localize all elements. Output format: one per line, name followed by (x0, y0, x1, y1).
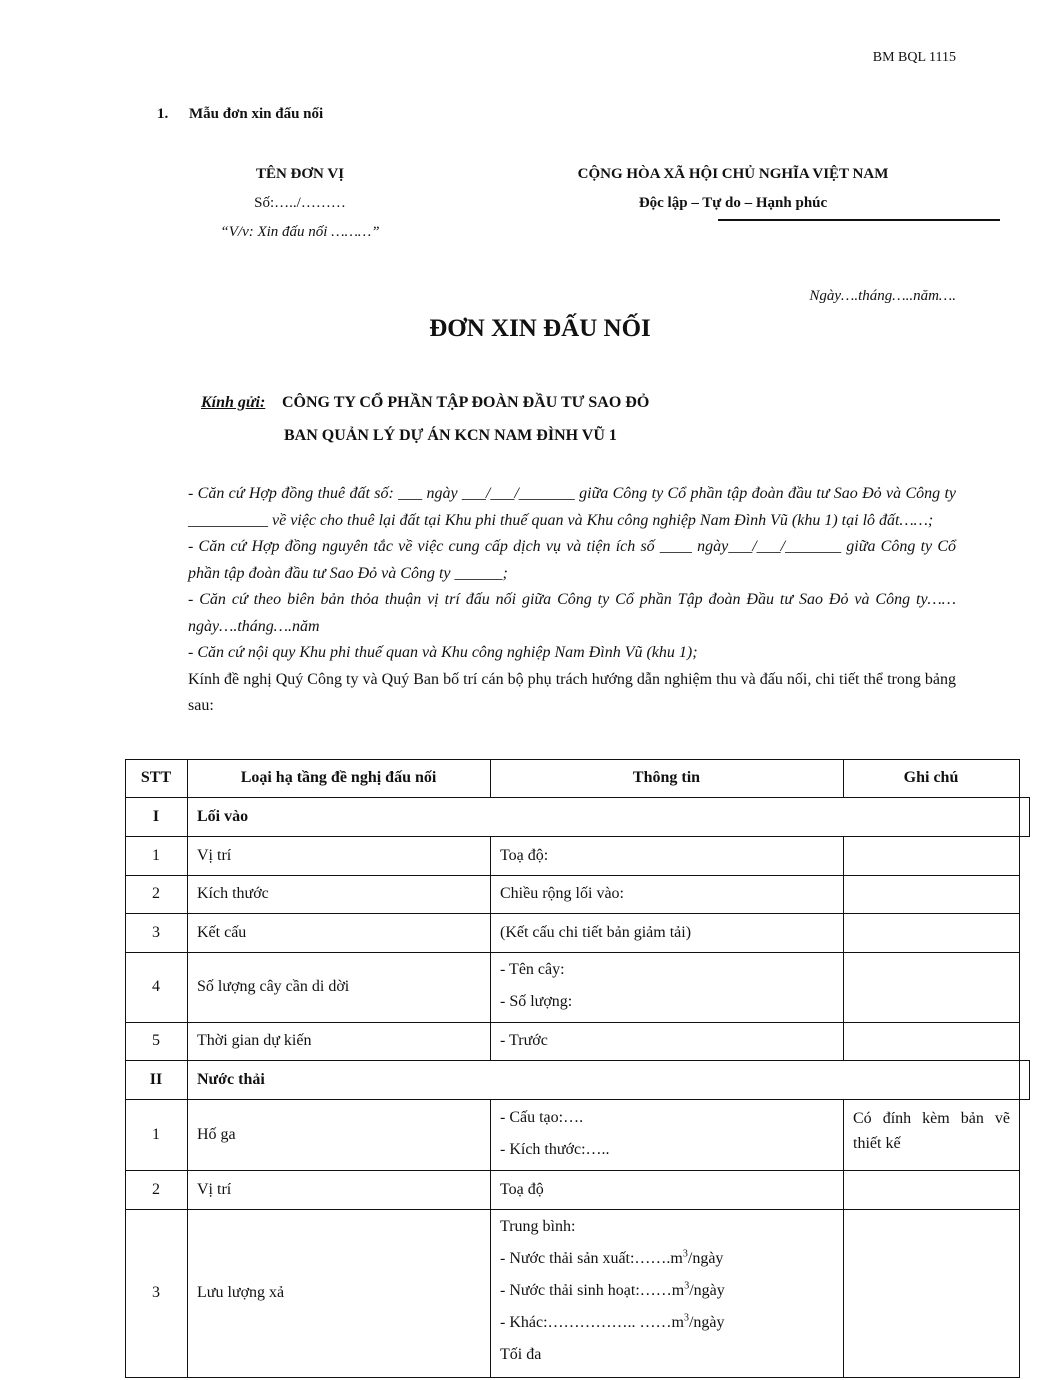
row-info: Toạ độ (500, 1180, 544, 1198)
unit-suffix: /ngày (687, 1250, 724, 1267)
info-line (500, 1307, 725, 1339)
row-stt: 2 (152, 885, 160, 902)
info-line (500, 1275, 725, 1307)
table-line (1029, 797, 1030, 836)
info-line: - Tên cây: (500, 961, 565, 978)
group-stt: I (152, 807, 160, 825)
group-name-entrance: Lối vào (197, 807, 249, 825)
header-stt: STT (140, 769, 172, 786)
row-stt: 5 (152, 1032, 160, 1049)
info-text: - Khác:…………….. ……m (500, 1314, 684, 1331)
row-stt: 4 (152, 978, 160, 995)
row-info: (Kết cấu chi tiết bản giảm tải) (500, 923, 692, 941)
row-info: Chiều rộng lối vào: (500, 885, 624, 902)
row-stt: 3 (152, 1284, 160, 1301)
table-line (843, 836, 844, 1060)
form-code: BM BQL 1115 (872, 50, 956, 65)
paragraph-connection-agreement: - Căn cứ theo biên bản thỏa thuận vị trí đấu nối giữa Công ty Cổ phần Tập đoàn Đầu tư Sao Đỏ và Công ty…… ngày….tháng….năm (188, 591, 956, 635)
table-line (490, 1099, 491, 1378)
row-info: Toạ độ: (500, 846, 549, 864)
unit-name: TÊN ĐƠN VỊ (255, 166, 345, 182)
row-stt: 3 (152, 923, 160, 941)
country-name: CỘNG HÒA XÃ HỘI CHỦ NGHĨA VIỆT NAM (577, 166, 889, 182)
paragraph-regulations: - Căn cứ nội quy Khu phi thuế quan và Khu công nghiệp Nam Đình Vũ (khu 1); (188, 644, 698, 661)
row-type: Hố ga (197, 1125, 236, 1143)
info-line (500, 1243, 725, 1275)
table-line (125, 1099, 1030, 1100)
row-type: Số lượng cây cần di dời (197, 978, 350, 995)
motto-underline (718, 219, 1000, 221)
row-stt: 1 (152, 846, 160, 864)
paragraph-service-contract: - Căn cứ Hợp đồng nguyên tắc về việc cung cấp dịch vụ và tiện ích số ____ ngày___/___/_______ giữa Công ty Cổ phần tập đoàn đầu tư Sao Đỏ và Công ty ______; (188, 538, 956, 582)
note-line: thiết kế (853, 1135, 901, 1152)
section-title: Mẫu đơn xin đấu nối (189, 106, 324, 122)
row-info (500, 1102, 610, 1166)
row-info: - Trước (500, 1032, 548, 1049)
note-line: Có đính kèm bản vẽ (853, 1110, 1010, 1127)
header-infra-type: Loại hạ tầng đề nghị đấu nối (240, 769, 437, 786)
row-stt: 2 (152, 1180, 160, 1198)
table-line (1019, 759, 1020, 1378)
table-line (125, 1377, 1020, 1378)
document-title: ĐƠN XIN ĐẤU NỐI (429, 315, 651, 342)
header-note: Ghi chú (903, 769, 959, 786)
info-line: Trung bình: (500, 1218, 576, 1235)
row-type: Lưu lượng xả (197, 1284, 285, 1301)
unit-suffix: /ngày (689, 1282, 725, 1299)
group-name-wastewater: Nước thải (197, 1070, 265, 1088)
row-stt: 1 (152, 1125, 160, 1143)
row-type: Kết cấu (197, 923, 247, 941)
info-line: Tối đa (500, 1346, 542, 1363)
body-text (125, 481, 956, 720)
section-number: 1. (157, 106, 169, 122)
unit-superscript: 3 (682, 1248, 688, 1260)
unit-suffix: /ngày (688, 1314, 725, 1331)
row-info (500, 954, 572, 1018)
recipient-label: Kính gửi: (201, 394, 266, 411)
info-line: - Kích thước:….. (500, 1141, 610, 1158)
group-stt: II (149, 1070, 163, 1088)
header-info: Thông tin (632, 769, 701, 786)
row-note (853, 1106, 1010, 1156)
document-number: Số:…../……… (254, 195, 346, 211)
info-line: - Số lượng: (500, 993, 573, 1010)
national-motto: Độc lập – Tự do – Hạnh phúc (638, 195, 828, 211)
table-line (843, 1099, 844, 1378)
table-line (125, 836, 1030, 837)
info-text: - Nước thải sinh hoạt:……m (500, 1282, 685, 1299)
table-line (125, 1170, 1020, 1171)
info-text: - Nước thải sản xuất:…….m (500, 1250, 683, 1267)
table-line (1029, 1060, 1030, 1099)
paragraph-land-lease: - Căn cứ Hợp đồng thuê đất số: ___ ngày ___/___/_______ giữa Công ty Cổ phần tập đoàn đầu tư Sao Đỏ và Công ty __________ về việc cho thuê lại đất tại Khu phi thuế quan và Khu công nghiệp Nam Đình Vũ (khu 1) tại lô đất……; (188, 485, 956, 529)
recipient-line-1: CÔNG TY CỔ PHẦN TẬP ĐOÀN ĐẦU TƯ SAO ĐỎ (282, 394, 650, 411)
info-line: - Cấu tạo:…. (500, 1109, 584, 1126)
section-heading (157, 106, 323, 123)
table-line (125, 797, 1030, 798)
document-subject: “V/v: Xin đấu nối ………” (220, 224, 380, 240)
unit-superscript: 3 (683, 1312, 689, 1324)
row-type: Thời gian dự kiến (197, 1032, 312, 1049)
row-type: Vị trí (197, 846, 232, 864)
date-line: Ngày….tháng…..năm…. (809, 288, 956, 304)
unit-superscript: 3 (684, 1280, 690, 1292)
recipient-line-2: BAN QUẢN LÝ DỰ ÁN KCN NAM ĐÌNH VŨ 1 (284, 427, 617, 444)
row-type: Vị trí (197, 1180, 232, 1198)
row-type: Kích thước (197, 885, 269, 902)
paragraph-request: Kính đề nghị Quý Công ty và Quý Ban bố trí cán bộ phụ trách hướng dẫn nghiệm thu và đấu nối, chi tiết thể trong bảng sau: (188, 670, 956, 714)
row-info (500, 1211, 725, 1371)
